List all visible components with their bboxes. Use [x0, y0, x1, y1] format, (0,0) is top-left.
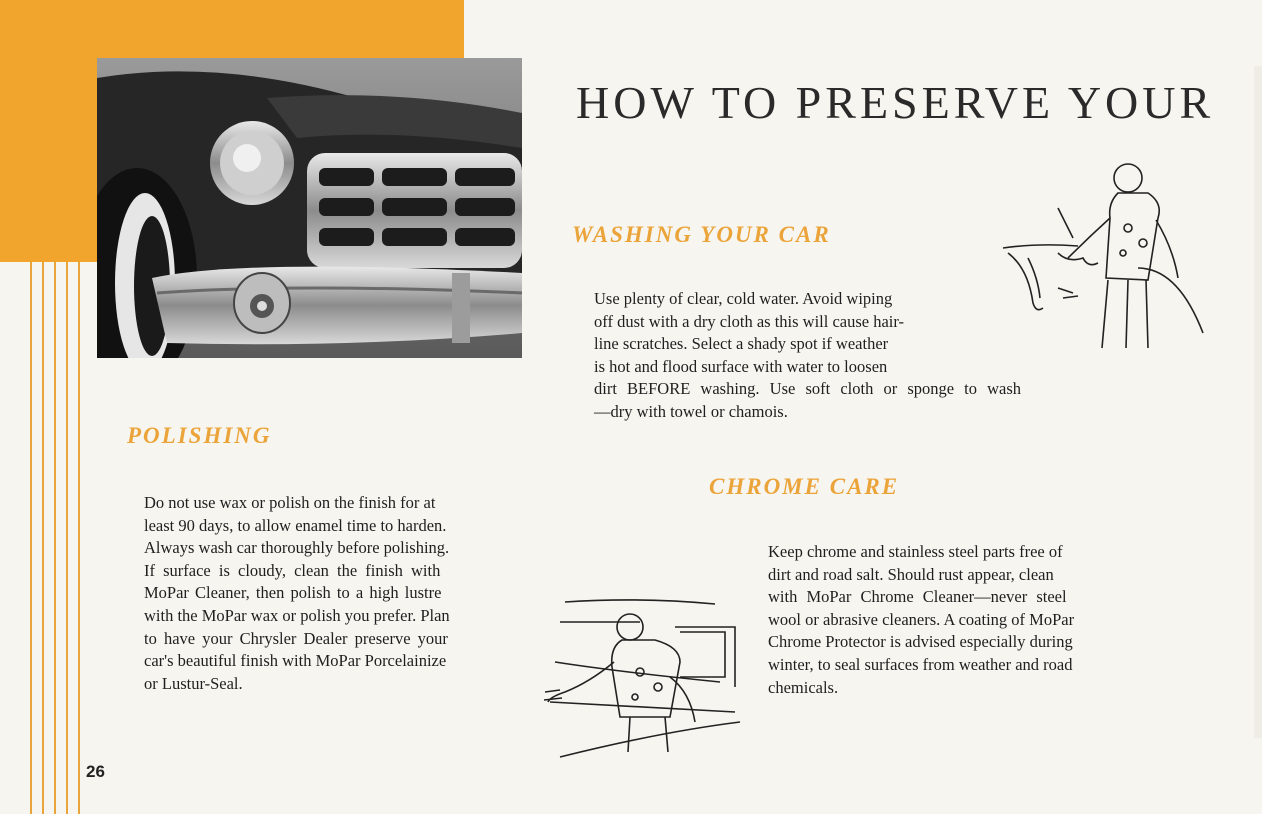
polishing-heading: POLISHING: [127, 423, 272, 448]
chrome-care-body: [768, 541, 1144, 699]
polishing-line: to have your Chrysler Dealer preserve your: [144, 628, 448, 648]
car-grille-illustration: [97, 58, 522, 358]
chrome-line: Keep chrome and stainless steel parts free of: [768, 542, 1063, 561]
decorative-vertical-lines: [0, 262, 100, 814]
washing-heading: WASHING YOUR CAR: [572, 222, 831, 247]
polishing-line: MoPar Cleaner, then polish to a high lustre: [144, 583, 442, 603]
polishing-line: Do not use wax or polish on the finish for at: [144, 493, 436, 512]
polishing-line: or Lustur-Seal.: [144, 673, 243, 693]
vertical-line: [78, 262, 80, 814]
washing-line: off dust with a dry cloth as this will cause hair-: [594, 311, 905, 331]
vertical-line: [66, 262, 68, 814]
vertical-line: [30, 262, 32, 814]
chrome-line: winter, to seal surfaces from weather and road: [768, 654, 1073, 674]
chrome-line: wool or abrasive cleaners. A coating of MoPar: [768, 609, 1075, 629]
polishing-body: [144, 492, 520, 695]
man-polishing-chrome-illustration: [540, 592, 750, 767]
polishing-line: least 90 days, to allow enamel time to harden.: [144, 515, 447, 535]
chrome-line: dirt and road salt. Should rust appear, clean: [768, 564, 1054, 584]
polishing-line: Always wash car thoroughly before polishing.: [144, 538, 450, 558]
chrome-line: with MoPar Chrome Cleaner—never steel: [768, 587, 1067, 607]
washing-line: line scratches. Select a shady spot if weather: [594, 334, 889, 354]
car-grille-photo: [97, 58, 522, 358]
washing-line: Use plenty of clear, cold water. Avoid wiping: [594, 289, 893, 308]
polishing-line: car's beautiful finish with MoPar Porcelainize: [144, 651, 447, 671]
washing-line: is hot and flood surface with water to loosen: [594, 356, 888, 376]
vertical-line: [42, 262, 44, 814]
chrome-line: Chrome Protector is advised especially during: [768, 632, 1073, 652]
man-washing-car-illustration: [998, 158, 1208, 358]
washing-line: —dry with towel or chamois.: [594, 401, 788, 421]
page-title: HOW TO PRESERVE YOUR: [576, 77, 1215, 128]
vertical-line: [54, 262, 56, 814]
polishing-line: with the MoPar wax or polish you prefer. Plan: [144, 605, 450, 625]
washing-line: dirt BEFORE washing. Use soft cloth or sponge to wash: [594, 379, 1022, 399]
chrome-line: chemicals.: [768, 677, 839, 697]
page-edge-shade: [1254, 66, 1262, 738]
polishing-line: If surface is cloudy, clean the finish with: [144, 560, 441, 580]
page-number: 26: [86, 762, 105, 781]
chrome-care-heading: CHROME CARE: [709, 474, 900, 499]
